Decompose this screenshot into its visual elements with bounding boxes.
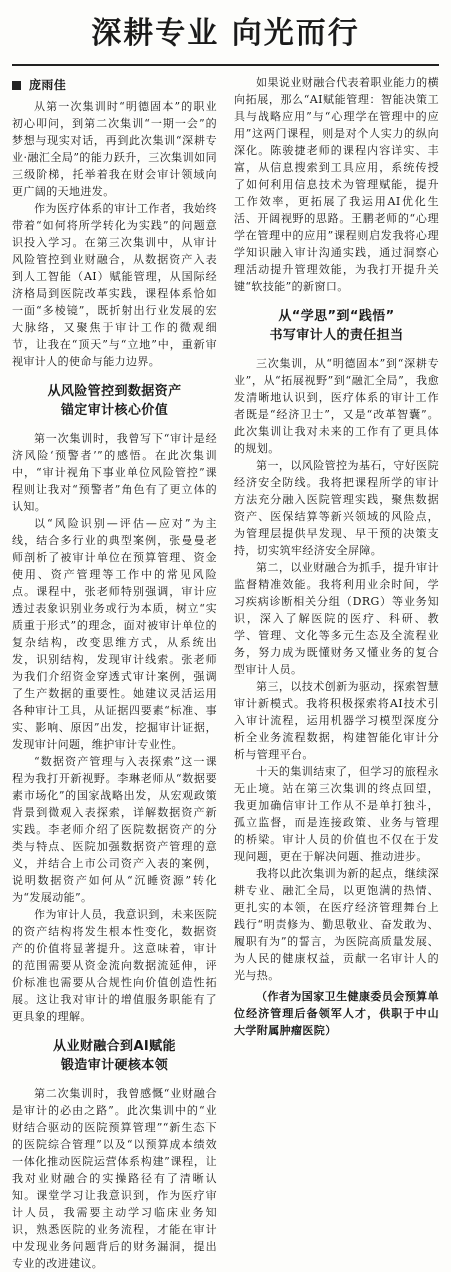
author-credit: （作者为国家卫生健康委员会预算单位经济管理后备领军人才，供职于中山大学附属肿瘤医院） (234, 990, 439, 1037)
paragraph: 十天的集训结束了，但学习的旅程永无止境。站在第三次集训的终点回望，我更加确信审计工作从不是单打独斗，孤立监督，而是连接政策、业务与管理的桥梁。审计人员的价值也不仅在于发现问题，更在于解决问题、推动进步。 (234, 765, 439, 863)
paragraph: 作为审计人员，我意识到，未来医院的资产结构将发生根本性变化，数据资产的价值将显著提升。这意味着，审计的范围需要从资金流向数据流延伸，评价标准也需要从合规性向价值创造性拓展。这让我对审计的增值服务职能有了更具象的理解。 (12, 908, 217, 1023)
paragraph: 第一，以风险管控为基石，守好医院经济安全防线。我将把课程所学的审计方法充分融入医院管理实践，聚焦数据资产、医保结算等新兴领域的风险点，为管理层提供早发现、早干预的决策支持，切实筑牢经济安全屏障。 (234, 459, 439, 557)
article-body (12, 74, 439, 1272)
right-column (234, 74, 439, 1272)
paragraph: 第二，以业财融合为抓手，提升审计监督精准效能。我将利用业余时间，学习疾病诊断相关分组（DRG）等业务知识，深入了解医院的医疗、科研、教学、管理、文化等多元生态及全流程业务，努力成为既懂财务又懂业务的复合型审计人员。 (234, 561, 439, 676)
paragraph: 第二次集训时，我曾感慨“业财融合是审计的必由之路”。此次集训中的“业财结合驱动的医院预算管理”“新生态下的医院综合管理”以及“以预算成本绩效一体化推动医院运营体系构建”课程，让我对业财融合的实操路径有了清晰认知。课堂学习让我意识到，作为医疗审计人员，我需要主动学习临床业务知识，熟悉医院的业务流程，才能在审计中发现业务问题背后的财务漏洞，提出专业的改进建议。 (12, 1087, 217, 1270)
article-title: 深耕专业 向光而行 (91, 16, 360, 51)
section-heading-line: 从风险管控到数据资产 (47, 384, 182, 399)
section-heading-risk-data (12, 382, 217, 420)
section-heading-line: 锻造审计硬核本领 (60, 1058, 169, 1073)
paragraph: “数据资产管理与入表探索”这一课程为我打开新视野。李琳老师从“数据要素市场化”的国家战略出发，从宏观政策背景到微观入表探索，详解数据资产新实践。李老师介绍了医院数据资产的分类与特点、医院加强数据资产管理的意义，并结合上市公司资产入表的案例，说明数据资产如何从“沉睡资源”转化为“发展动能”。 (12, 755, 217, 904)
paragraph: 第一次集训时，我曾写下“审计是经济风险‘预警者’”的感悟。在此次集训中，“审计视角下事业单位风险管控”课程则让我对“预警者”角色有了更立体的认知。 (12, 432, 217, 513)
paragraph: 如果说业财融合代表着职业能力的横向拓展，那么“AI赋能管理：智能决策工具与战略应用”与“心理学在管理中的应用”这两门课程，则是对个人实力的纵向深化。陈骏捷老师的课程内容详实、丰富，从信息搜索到工具应用，系统传授了如何利用信息技术为管理赋能，提升工作效率，更拓展了我运用AI优化生活、开阔视野的思路。王鹏老师的“心理学在管理中的应用”课程则启发我将心理学知识融入审计沟通实践，通过洞察心理活动提升管理效能，为我打开提升关键“软技能”的新窗口。 (234, 76, 439, 293)
section-heading-line: 从“学思”到“践悟” (278, 309, 395, 324)
section-heading-line: 锚定审计核心价值 (60, 403, 169, 418)
byline (12, 74, 217, 96)
paragraph: 第三，以技术创新为驱动，探索智慧审计新模式。我将积极探索将AI技术引入审计流程，运用机器学习模型深度分析全业务流程数据，构建智能化审计分析与管理平台。 (234, 680, 439, 761)
section-heading-ai (12, 1037, 217, 1075)
byline-square-icon (12, 81, 21, 90)
paragraph: 作为医疗体系的审计工作者，我始终带着“如何将所学转化为实践”的问题意识投入学习。在第三次集训中，从审计风险管控到业财融合，从数据资产入表到人工智能（AI）赋能管理，从国际经济格局到医院改革实践，课程体系恰如一面“多棱镜”，既折射出行业发展的宏大脉络，又聚焦于审计工作的微观细节，让我在“顶天”与“立地”中，重新审视审计人的使命与能力边界。 (12, 202, 217, 368)
paragraph: 三次集训，从“明德固本”到“深耕专业”，从“拓展视野”到“融汇全局”，我愈发清晰地认识到，医疗体系的审计工作者既是“经济卫士”，又是“改革智囊”。此次集训让我对未来的工作有了更具体的规划。 (234, 357, 439, 455)
paragraph: 从第一次集训时“明德固本”的职业初心叩问，到第二次集训“一期一会”的梦想与现实对话，再到此次集训“深耕专业·融汇全局”的能力跃升，三次集训如同三级阶梯，托举着我在财会审计领域向更广阔的天地进发。 (12, 100, 217, 198)
title-divider (12, 64, 439, 66)
paragraph: 我将以此次集训为新的起点，继续深耕专业、融汇全局，以更饱满的热情、更扎实的本领，在医疗经济管理舞台上践行“明责修为、勤思敬业、奋发敢为、履职有为”的誓言，为医院高质量发展、为人民的健康权益，贡献一名审计人的光与热。 (234, 867, 439, 982)
section-heading-line: 书写审计人的责任担当 (269, 328, 404, 343)
left-column (12, 74, 217, 1272)
author-name: 庞雨佳 (29, 77, 67, 92)
paragraph: 以“风险识别—评估—应对”为主线，结合多行业的典型案例，张曼曼老师剖析了被审计单位在预算管理、资金使用、资产管理等工作中的常见风险点。课程中，张老师特别强调，审计应透过表象识别业务或行为本质，树立“实质重于形式”的理念，面对被审计单位的复杂结构，改变思维方式，从系统出发，识别结构，发现审计线索。张老师为我们介绍资金穿透式审计案例，强调了生产数据的重要性。她建议灵活运用各种审计工具，从证据四要素“标准、事实、影响、原因”出发，挖掘审计证据，发现审计问题，维护审计专业性。 (12, 517, 217, 751)
section-heading-line: 从业财融合到AI赋能 (53, 1039, 176, 1054)
section-heading-responsibility (234, 307, 439, 345)
